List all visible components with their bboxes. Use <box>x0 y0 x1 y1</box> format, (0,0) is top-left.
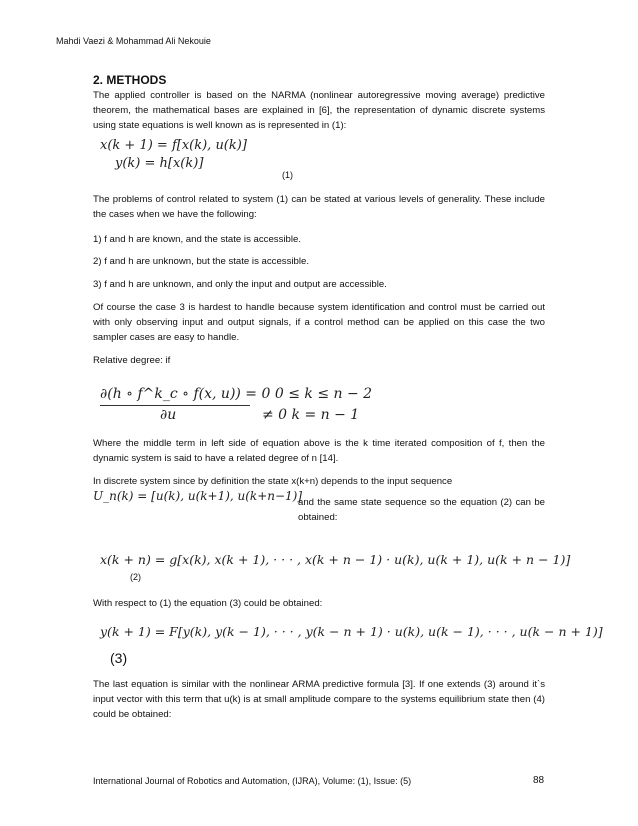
paragraph-hardest-case: Of course the case 3 is hardest to handle because system identification and control must be carried out with only observing input and output signals, if a control method can be applied on this case the two sampler cases are easy to handle. <box>93 302 545 343</box>
case-1: 1) f and h are known, and the state is accessible. <box>93 234 301 245</box>
relative-degree-denominator: ∂u <box>160 407 177 423</box>
running-header: Mahdi Vaezi & Mohammad Ali Nekouie <box>56 36 211 46</box>
equation-2-number: (2) <box>130 572 141 582</box>
equation-1-number: (1) <box>282 170 293 180</box>
paragraph-relative-degree: Relative degree: if <box>93 355 171 366</box>
paragraph-middle-term: Where the middle term in left side of equation above is the k time iterated composition of f, then the dynamic system is said to have a related degree of n [14]. <box>93 438 545 464</box>
equation-3: y(k + 1) = F[y(k), y(k − 1), · · · , y(k − n + 1) · u(k), u(k − 1), · · · , u(k − n + 1)] <box>100 624 603 639</box>
relative-degree-equation-line-2: ≠ 0 k = n − 1 <box>262 407 360 423</box>
case-2: 2) f and h are unknown, but the state is accessible. <box>93 256 309 267</box>
page-number: 88 <box>533 775 545 786</box>
equation-1-line-2: y(k) = h[x(k)] <box>115 156 204 171</box>
equation-1-line-1: x(k + 1) = f[x(k), u(k)] <box>100 138 247 153</box>
journal-footer: International Journal of Robotics and Automation, (IJRA), Volume: (1), Issue: (5) <box>93 776 412 786</box>
paragraph-problems: The problems of control related to system (1) can be stated at various levels of generality. These include the cases when we have the following: <box>93 194 545 220</box>
paragraph-discrete-system: In discrete system since by definition the state x(k+n) depends to the input sequence <box>93 476 453 487</box>
section-title: 2. METHODS <box>93 73 167 87</box>
equation-2: x(k + n) = g[x(k), x(k + 1), · · · , x(k + n − 1) · u(k), u(k + 1), u(k + n − 1)] <box>100 552 571 567</box>
equation-3-number: (3) <box>110 650 128 666</box>
relative-degree-equation-line-1: ∂(h ∘ f^k_c ∘ f(x, u)) = 0 0 ≤ k ≤ n − 2 <box>100 386 373 402</box>
paragraph-discrete-system-cont: and the same state sequence so the equation (2) can be obtained: <box>298 497 545 523</box>
paragraph-narma-formula: The last equation is similar with the nonlinear ARMA predictive formula [3]. If one extends (3) around it`s input vector with this term that u(k) is at small amplitude compare to the systems equilibrium state then (4) could be obtained: <box>93 679 545 720</box>
input-sequence-equation: U_n(k) = [u(k), u(k+1), u(k+n−1)] <box>93 489 303 503</box>
fraction-bar <box>100 405 250 406</box>
case-3: 3) f and h are unknown, and only the input and output are accessible. <box>93 279 387 290</box>
paragraph-respect-1: With respect to (1) the equation (3) could be obtained: <box>93 598 323 609</box>
paragraph-intro: The applied controller is based on the NARMA (nonlinear autoregressive moving average) predictive theorem, the mathematical bases are explained in [6], the representation of dynamic discrete systems using state equations is well known as is represented in (1): <box>93 90 545 131</box>
